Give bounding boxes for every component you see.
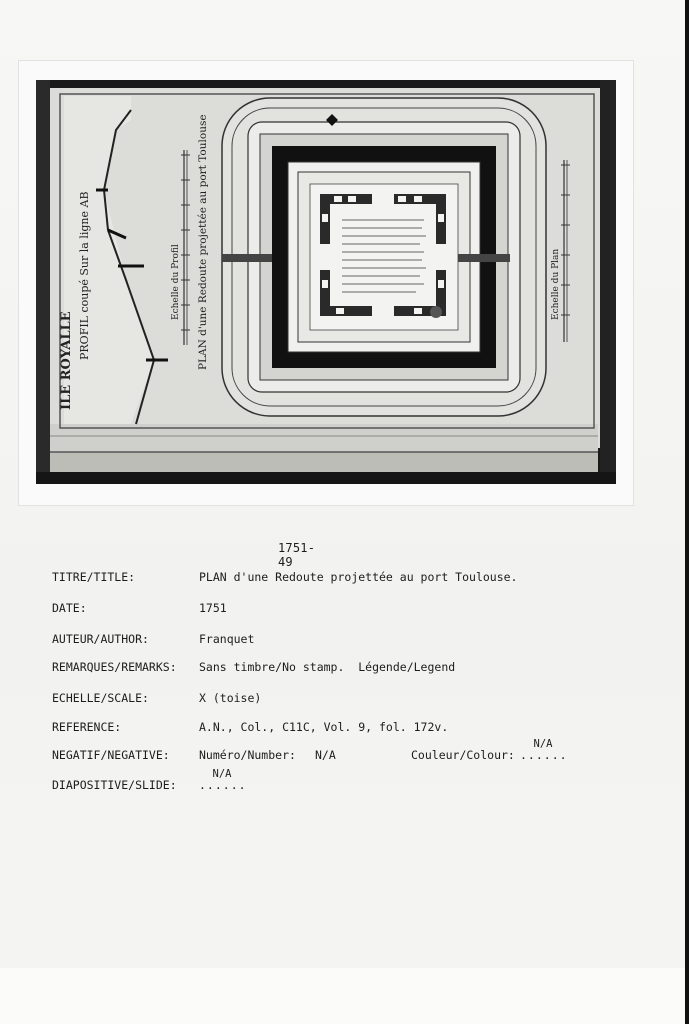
colour-dots: ...... bbox=[520, 748, 568, 762]
reference-label: REFERENCE: bbox=[52, 720, 122, 734]
colour-field bbox=[520, 739, 566, 761]
scale-label: ECHELLE/SCALE: bbox=[52, 691, 149, 705]
catalog-code: 1751-49 bbox=[278, 541, 316, 569]
slide-label: DIAPOSITIVE/SLIDE: bbox=[52, 778, 177, 792]
negative-number-label: Numéro/Number: bbox=[199, 748, 296, 762]
slide-value: N/A bbox=[212, 768, 232, 780]
remarks-value: Sans timbre/No stamp. Légende/Legend bbox=[199, 660, 456, 674]
slide-dots: ...... bbox=[199, 778, 247, 792]
negative-label: NEGATIF/NEGATIVE: bbox=[52, 748, 170, 762]
slide-field bbox=[199, 769, 245, 791]
scale-value: X (toise) bbox=[199, 691, 262, 705]
redoubt-plan-drawing bbox=[36, 80, 616, 484]
colour-label: Couleur/Colour: bbox=[411, 748, 515, 762]
title-label: TITRE/TITLE: bbox=[52, 570, 136, 584]
left-banner-text: ILE ROYALLE bbox=[59, 311, 74, 410]
date-value: 1751 bbox=[199, 601, 227, 615]
author-label: AUTEUR/AUTHOR: bbox=[52, 632, 149, 646]
page-bottom-band bbox=[0, 968, 689, 1024]
map-photograph bbox=[36, 80, 616, 484]
scan-edge bbox=[685, 0, 689, 1024]
date-label: DATE: bbox=[52, 601, 87, 615]
profile-label: PROFIL coupé Sur la ligne AB bbox=[78, 191, 91, 360]
remarks-label: REMARQUES/REMARKS: bbox=[52, 660, 177, 674]
reference-value: A.N., Col., C11C, Vol. 9, fol. 172v. bbox=[199, 720, 449, 734]
plan-title-vertical: PLAN d'une Redoute projettée au port Toulouse bbox=[197, 114, 209, 370]
profile-scale-label: Echelle du Profil bbox=[171, 244, 181, 320]
title-value: PLAN d'une Redoute projettée au port Toulouse. bbox=[199, 570, 518, 584]
colour-value: N/A bbox=[533, 738, 553, 750]
author-value: Franquet bbox=[199, 632, 255, 646]
negative-number-value: N/A bbox=[315, 748, 336, 762]
plan-scale-label: Echelle du Plan bbox=[551, 248, 561, 320]
